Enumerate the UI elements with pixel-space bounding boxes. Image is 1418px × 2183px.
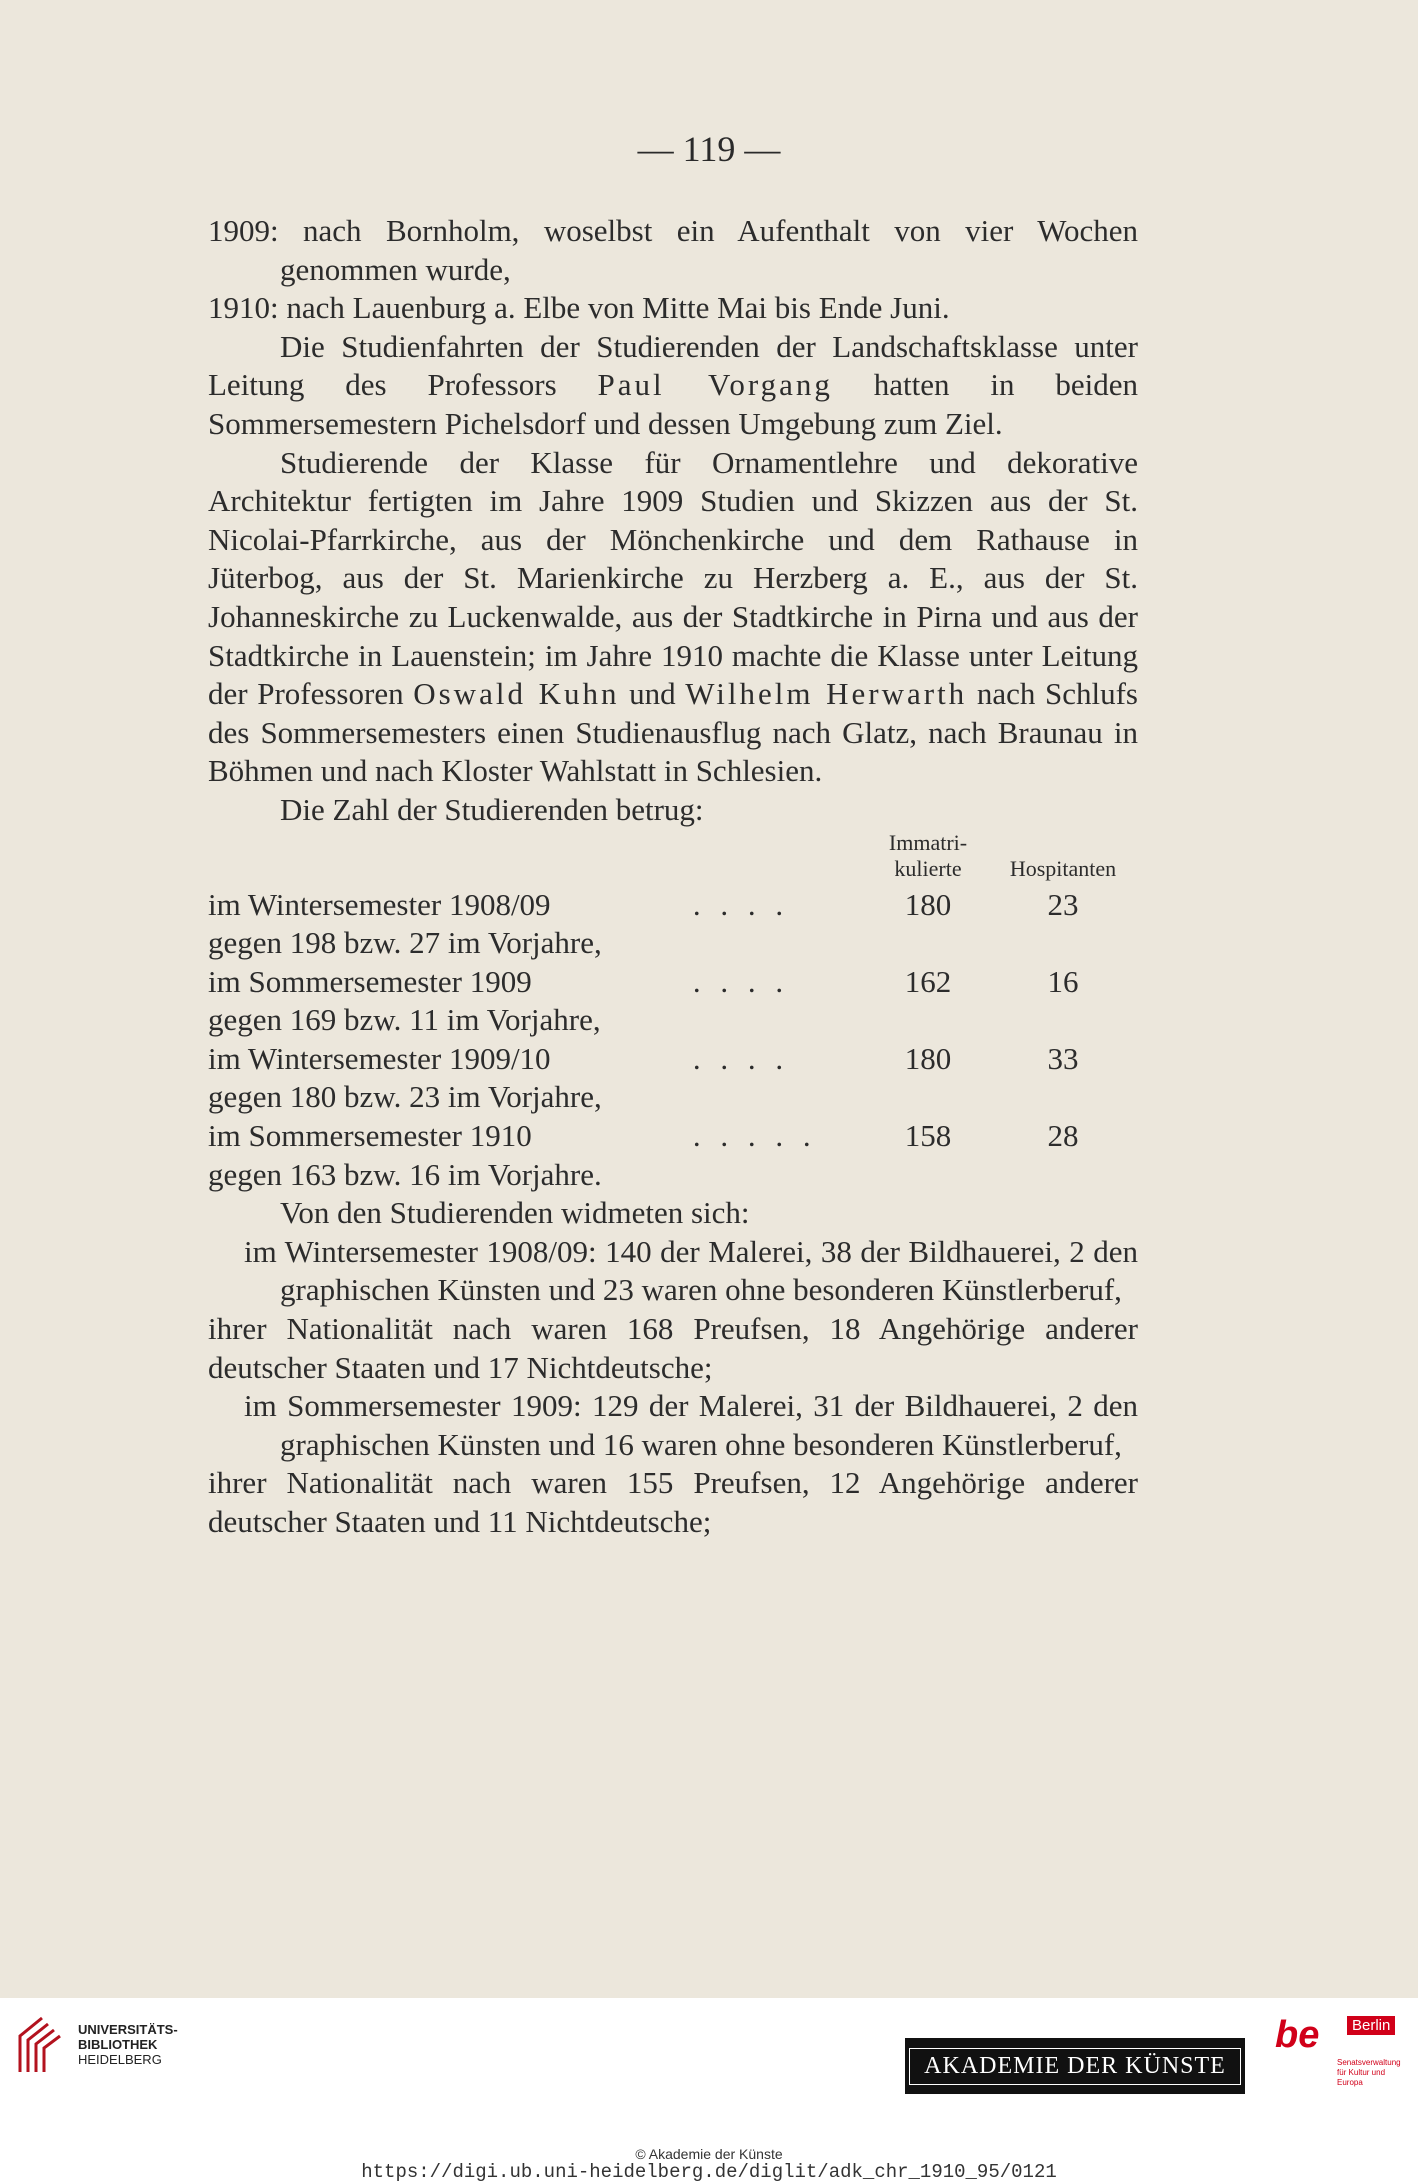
hospitanten-count: 23 [1047, 886, 1079, 922]
professor-name: Oswald Kuhn [413, 676, 620, 712]
page-number: — 119 — [637, 129, 781, 169]
column-header-hospitanten: Hospitanten [1009, 855, 1117, 881]
berlin-senate-line: für Kultur und Europa [1337, 2068, 1386, 2087]
library-logo[interactable] [12, 2014, 292, 2074]
trip-entry-1909 [208, 212, 1138, 289]
trip-text: nach Lauenburg a. Elbe von Mitte Mai bis Ende Juni. [286, 290, 950, 326]
berlin-badge: Berlin [1347, 2016, 1395, 2035]
table-header-row [208, 830, 1138, 886]
table-row [208, 1040, 1138, 1079]
distribution-ws-1908: im Wintersemester 1908/09: 140 der Malerei, 38 der Bildhauerei, 2 den graphischen Künsten und 23 waren ohne besonderen Künstlerberuf, [244, 1233, 1138, 1308]
comparison-note: gegen 180 bzw. 23 im Vorjahre, [208, 1079, 602, 1115]
semester-label: im Sommersemester 1910 [208, 1118, 532, 1154]
berlin-senate-logo[interactable] [1275, 2014, 1410, 2087]
table-row [208, 963, 1138, 1002]
immatrikulierte-count: 180 [904, 886, 952, 922]
table-row [208, 1117, 1138, 1156]
distribution-ss-1909: im Sommersemester 1909: 129 der Malerei, 31 der Bildhauerei, 2 den graphischen Künsten und 16 waren ohne besonderen Künstlerberuf, [244, 1388, 1138, 1462]
nationality-ss-1909: ihrer Nationalität nach waren 155 Preufsen, 12 Angehörige anderer deutscher Staaten und 11 Nichtdeutsche; [208, 1465, 1138, 1539]
table-note-row [208, 924, 1138, 963]
paragraph-ornament-class [208, 444, 1138, 791]
paragraph-text: Die Studienfahrten der Studierenden der Landschaftsklasse unter Leitung des Professors [208, 328, 1138, 403]
berlin-senate-text [1337, 2058, 1410, 2088]
be-berlin-mark: be [1275, 2014, 1320, 2056]
hospitanten-count: 28 [1047, 1118, 1079, 1154]
table-note-row [208, 1156, 1138, 1195]
library-name [78, 2022, 178, 2067]
library-name-line: BIBLIOTHEK [78, 2037, 158, 2052]
table-note-row [208, 1078, 1138, 1117]
immatrikulierte-count: 162 [904, 963, 952, 999]
semester-label: im Wintersemester 1908/09 [208, 886, 551, 922]
enrollment-table [208, 830, 1138, 1195]
permalink-url[interactable]: https://digi.ub.uni-heidelberg.de/diglit/adk_chr_1910_95/0121 [361, 2161, 1057, 2183]
professor-name: Paul Vorgang [597, 367, 833, 403]
library-name-line: HEIDELBERG [78, 2052, 162, 2067]
akademie-logo[interactable] [905, 2038, 1245, 2094]
nationality-ws-1908: ihrer Nationalität nach waren 168 Preufsen, 18 Angehörige anderer deutscher Staaten und 17 Nichtdeutsche; [208, 1311, 1138, 1385]
hospitanten-count: 33 [1047, 1040, 1079, 1076]
column-header-immatrikulierte: Immatri-kulierte [888, 829, 968, 881]
distribution-intro: Von den Studierenden widmeten sich: [280, 1195, 750, 1231]
library-name-line: UNIVERSITÄTS- [78, 2022, 178, 2037]
body-text [208, 212, 1138, 1542]
leader-dots: . . . . [692, 1040, 790, 1076]
paragraph-student-count-intro: Die Zahl der Studierenden betrug: [280, 791, 704, 827]
hospitanten-count: 16 [1047, 963, 1079, 999]
akademie-logo-text: AKADEMIE DER KÜNSTE [909, 2048, 1241, 2085]
trip-text: nach Bornholm, woselbst ein Aufenthalt von vier Wochen genommen wurde, [280, 213, 1139, 287]
immatrikulierte-count: 158 [904, 1118, 952, 1154]
viewer-footer [0, 1998, 1418, 2183]
table-row [208, 886, 1138, 925]
immatrikulierte-count: 180 [904, 1040, 952, 1076]
trip-year: 1909: [208, 213, 279, 248]
trip-entry-1910 [208, 289, 1138, 328]
comparison-note: gegen 198 bzw. 27 im Vorjahre, [208, 925, 602, 961]
paragraph-text: und [629, 676, 676, 712]
paragraph-landscape-class [208, 328, 1138, 444]
berlin-senate-line: Senatsverwaltung [1337, 2058, 1401, 2067]
comparison-note: gegen 169 bzw. 11 im Vorjahre, [208, 1002, 601, 1038]
library-logo-icon [12, 2014, 64, 2074]
leader-dots: . . . . [692, 963, 790, 999]
paragraph-text: nach Schlufs des Sommersemesters einen Studienausflug nach Glatz, nach Braunau in Böhmen und nach Kloster Wahlstatt in Schlesien. [208, 676, 1138, 789]
table-note-row [208, 1001, 1138, 1040]
paragraph-text: hatten in beiden Sommersemestern Pichelsdorf und dessen Umgebung zum Ziel. [208, 367, 1138, 441]
semester-label: im Sommersemester 1909 [208, 963, 532, 999]
copyright-notice: © Akademie der Künste [635, 2146, 783, 2162]
leader-dots: . . . . [692, 886, 790, 922]
trip-year: 1910: [208, 290, 279, 326]
comparison-note: gegen 163 bzw. 16 im Vorjahre. [208, 1156, 602, 1192]
semester-label: im Wintersemester 1909/10 [208, 1040, 551, 1076]
paragraph-text: Studierende der Klasse für Ornamentlehre und dekorative Architektur fertigten im Jahre 1909 Studien und Skizzen aus der St. Nicolai-Pfarrkirche, aus der Mönchenkirche und dem Rathause in Jüterbog, aus der St. Marienkirche zu Herzberg a. E., aus der St. Johanneskirche zu Luckenwalde, aus der Stadtkirche in Pirna und aus der Stadtkirche in Lauenstein; im Jahre 1910 machte die Klasse unter Leitung der Professoren [208, 444, 1138, 712]
professor-name: Wilhelm Herwarth [685, 676, 968, 712]
leader-dots: . . . . . [692, 1118, 817, 1154]
